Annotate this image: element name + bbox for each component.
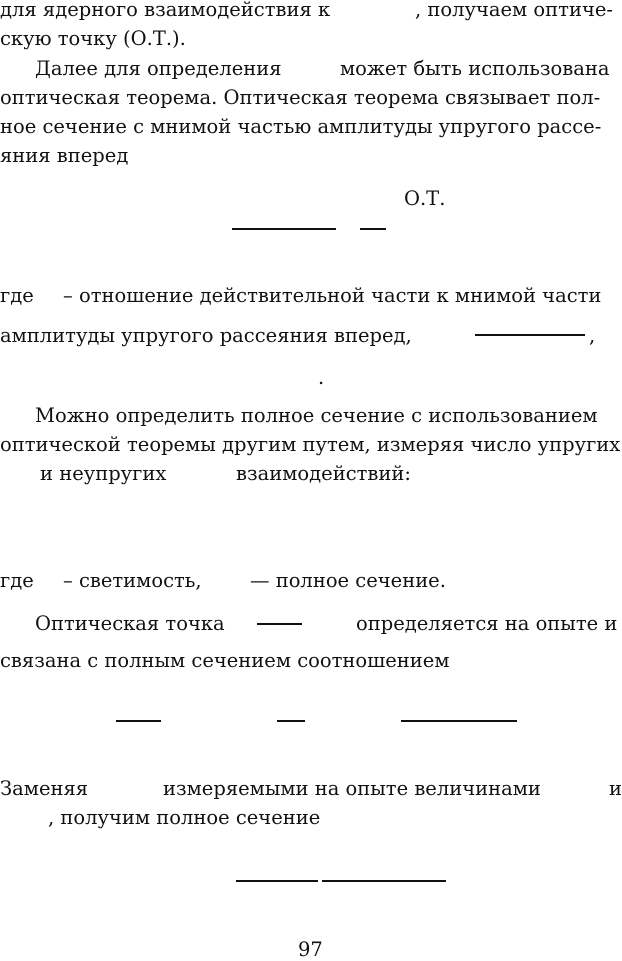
text-line: — полное сечение.: [250, 569, 446, 592]
fraction-bar: [401, 720, 517, 722]
text-line: амплитуды упругого рассеяния вперед,: [0, 324, 412, 347]
text-line: , получаем оптиче-: [415, 0, 613, 21]
punctuation: ,: [589, 324, 596, 347]
text-line: для ядерного взаимодействия к: [0, 0, 331, 21]
text-line: Можно определить полное сечение с использованием: [35, 404, 598, 427]
text-line: определяется на опыте и: [356, 612, 618, 635]
fraction-bar: [475, 334, 585, 336]
text-line: где: [0, 569, 34, 592]
text-line: оптической теоремы другим путем, измеряя число упругих: [0, 433, 621, 456]
fraction-bar: [360, 228, 386, 230]
text-line: – отношение действительной части к мнимой части: [63, 284, 602, 307]
page-number: 97: [298, 938, 323, 961]
text-line: ное сечение с мнимой частью амплитуды упругого рассе-: [0, 115, 602, 138]
fraction-bar: [322, 880, 446, 882]
text-line: яния вперед: [0, 144, 129, 167]
fraction-bar: [277, 720, 305, 722]
text-line: , получим полное сечение: [48, 806, 321, 829]
text-line: измеряемыми на опыте величинами: [163, 777, 541, 800]
fraction-bar: [116, 720, 161, 722]
text-line: где: [0, 284, 34, 307]
text-line: может быть использована: [340, 57, 610, 80]
text-line: взаимодействий:: [236, 462, 411, 485]
fraction-bar: [232, 228, 336, 230]
text-line: Далее для определения: [35, 57, 282, 80]
fraction-bar: [257, 623, 302, 625]
fraction-bar: [236, 880, 318, 882]
text-line: – светимость,: [63, 569, 202, 592]
equation-label: О.Т.: [404, 187, 446, 210]
text-line: и: [609, 777, 622, 800]
text-line: скую точку (О.Т.).: [0, 27, 186, 50]
text-line: оптическая теорема. Оптическая теорема связывает пол-: [0, 86, 601, 109]
text-line: Заменяя: [0, 777, 89, 800]
text-line: связана с полным сечением соотношением: [0, 649, 450, 672]
equation-period: .: [318, 366, 325, 389]
text-line: Оптическая точка: [35, 612, 225, 635]
text-line: и неупругих: [40, 462, 167, 485]
